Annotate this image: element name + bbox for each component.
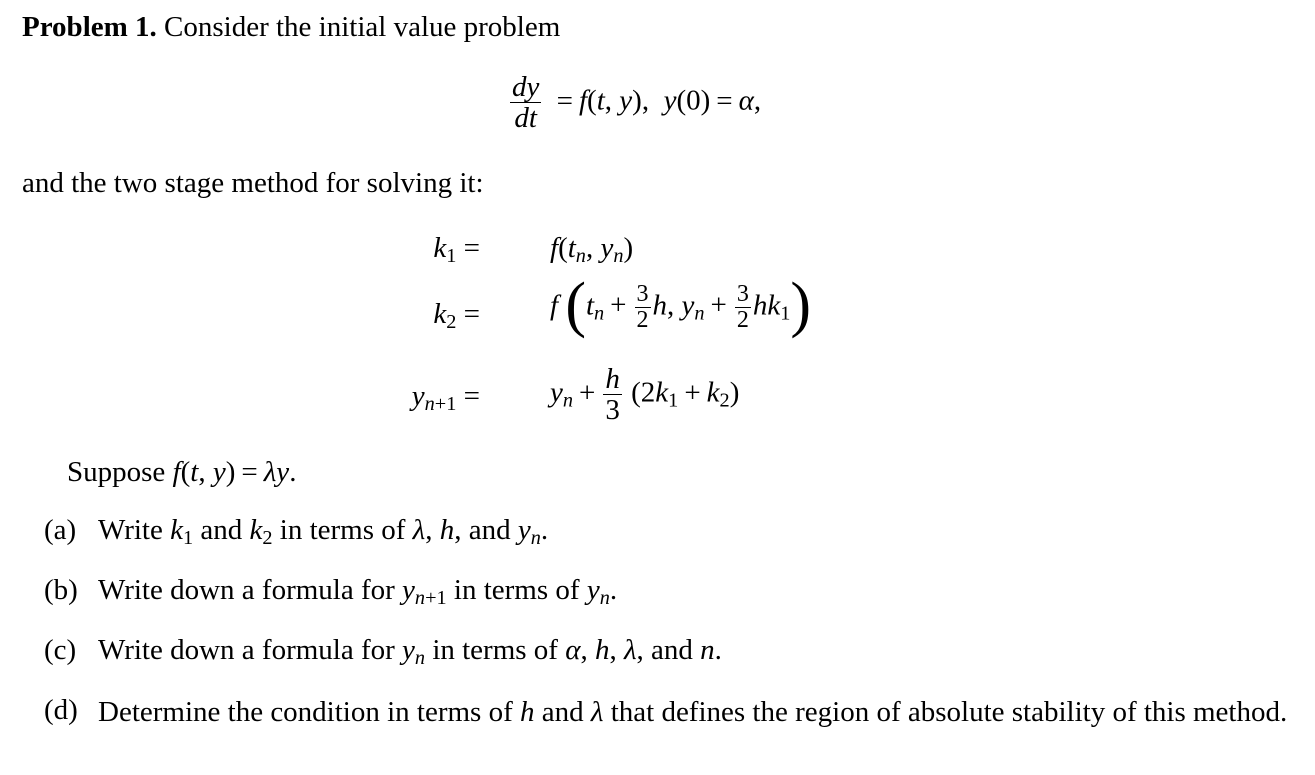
problem-intro: Consider the initial value problem: [164, 11, 561, 43]
update-equation: $yn_{+1}$ = yn + $\frac{h}{3}$ $(2k_1 + k_2)$: [411, 363, 740, 427]
part-d-label: (d): [44, 694, 78, 726]
method-intro: and the two stage method for solving it:: [22, 167, 484, 199]
part-c-label: (c): [44, 634, 77, 666]
problem-heading-line: [22, 10, 560, 44]
suppose-word: Suppose: [67, 456, 166, 488]
ode-equation: $\frac{dy}{dt}$ = f(t, y), y(0) = α,: [512, 71, 762, 135]
part-c-text: Write down a formula for yn in terms of α, h, λ, and n.: [98, 634, 722, 670]
suppose-line: Suppose f(t, y) = λy.: [67, 456, 297, 488]
part-d-text: Determine the condition in terms of h and λ that defines the region of absolute stability of this method.: [98, 696, 1288, 728]
part-b-label: (b): [44, 574, 78, 606]
dy-dt-fraction: $\frac{dy}{dt}$: [512, 71, 540, 135]
k1-equation: $k_1$ = f(tn, yn): [433, 232, 634, 268]
k2-equation: $k_2$ = f (tn + $\frac{3}{2}$ h, yn + $\frac{3}{2}$ $hk_1$): [433, 270, 812, 339]
problem-heading: Problem 1.: [22, 11, 157, 43]
part-b-text: Write down a formula for $yn_{+1}$ in terms of yn.: [98, 574, 618, 610]
part-a-label: (a): [44, 514, 77, 546]
part-a-text: Write $k_1$ and $k_2$ in terms of λ, h, and yn.: [98, 514, 549, 550]
